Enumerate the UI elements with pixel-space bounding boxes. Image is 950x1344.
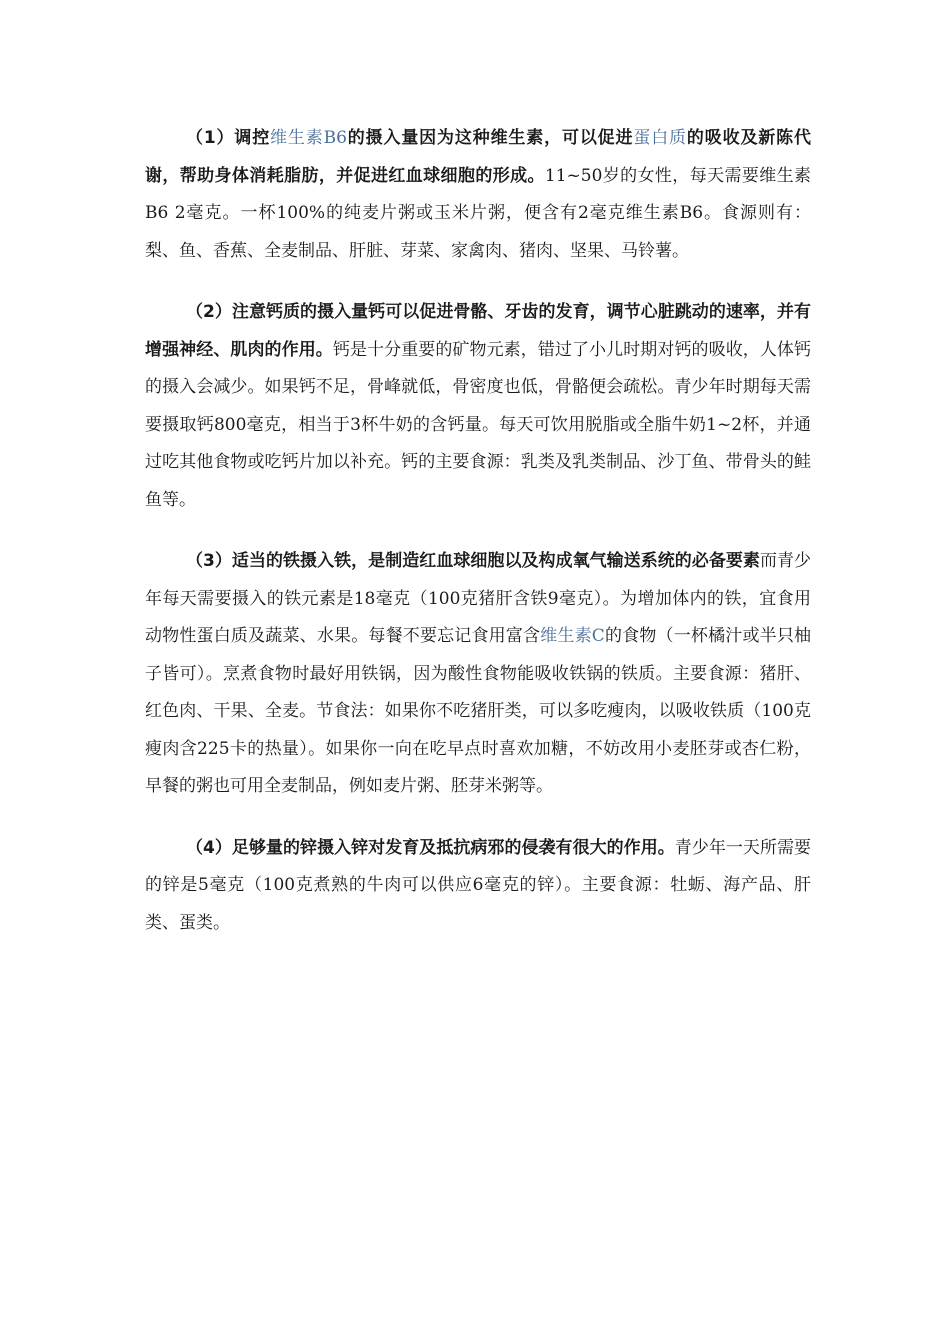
body-iron-part-1: 而青少年每天需要摄入的铁元素是18毫克（100克猪肝含铁9毫克）。为增加体内的铁，宜食用动物性蛋白质及蔬菜、水果。每餐不要忘记食用富含 (145, 551, 812, 646)
paragraph-calcium (145, 294, 811, 519)
body-iron-part-2: 的食物（一杯橘汁或半只柚子皆可）。烹煮食物时最好用铁锅，因为酸性食物能吸收铁锅的铁质。主要食源：猪肝、红色肉、干果、全麦。节食法：如果你不吃猪肝类，可以多吃瘦肉，以吸收铁质（100克瘦肉含225卡的热量）。如果你一向在吃早点时喜欢加糖，不妨改用小麦胚芽或杏仁粉，早餐的粥也可用全麦制品，例如麦片粥、胚芽米粥等。 (145, 626, 812, 796)
body-calcium: 钙是十分重要的矿物元素，错过了小儿时期对钙的吸收，人体钙的摄入会减少。如果钙不足，骨峰就低，骨密度也低，骨骼便会疏松。青少年时期每天需要摄取钙800毫克，相当于3杯牛奶的含钙量。每天可饮用脱脂或全脂牛奶1~2杯，并通过吃其他食物或吃钙片加以补充。钙的主要食源：乳类及乳类制品、沙丁鱼、带骨头的鲑鱼等。 (145, 339, 812, 510)
heading-calcium: （2）注意钙质的摄入量钙可以促进骨骼、牙齿的发育，调节心脏跳动的速率，并有增强神经、肌肉的作用。 (145, 302, 811, 360)
heading-iron: （3）适当的铁摄入铁，是制造红血球细胞以及构成氧气输送系统的必备要素 (186, 551, 760, 571)
paragraph-vitamin-b6 (145, 120, 811, 270)
body-vitamin-b6: 11~50岁的女性，每天需要维生素B6 2毫克。一杯100%的纯麦片粥或玉米片粥，便含有2毫克维生素B6。食源则有：梨、鱼、香蕉、全麦制品、肝脏、芽菜、家禽肉、猪肉、坚果、马铃薯。 (145, 165, 812, 261)
link-vitamin-c[interactable]: 维生素C (540, 626, 605, 646)
heading-vitamin-b6-part-2: 的摄入量因为这种维生素，可以促进 (346, 128, 634, 148)
link-vitamin-b6[interactable]: 维生素B6 (270, 128, 347, 148)
heading-vitamin-b6-part-1: （1）调控 (186, 128, 271, 148)
heading-vitamin-b6-part-3: 的吸收及新陈代谢，帮助身体消耗脂肪，并促进红血球细胞的形成。 (145, 128, 811, 186)
document-page (145, 120, 811, 966)
paragraph-zinc (145, 830, 811, 943)
heading-zinc: （4）足够量的锌摄入锌对发育及抵抗病邪的侵袭有很大的作用。 (186, 837, 675, 858)
paragraph-iron (145, 543, 811, 806)
body-zinc: 青少年一天所需要的锌是5毫克（100克煮熟的牛肉可以供应6毫克的锌）。主要食源：牡蛎、海产品、肝类、蛋类。 (145, 837, 812, 933)
link-protein[interactable]: 蛋白质 (633, 128, 687, 148)
